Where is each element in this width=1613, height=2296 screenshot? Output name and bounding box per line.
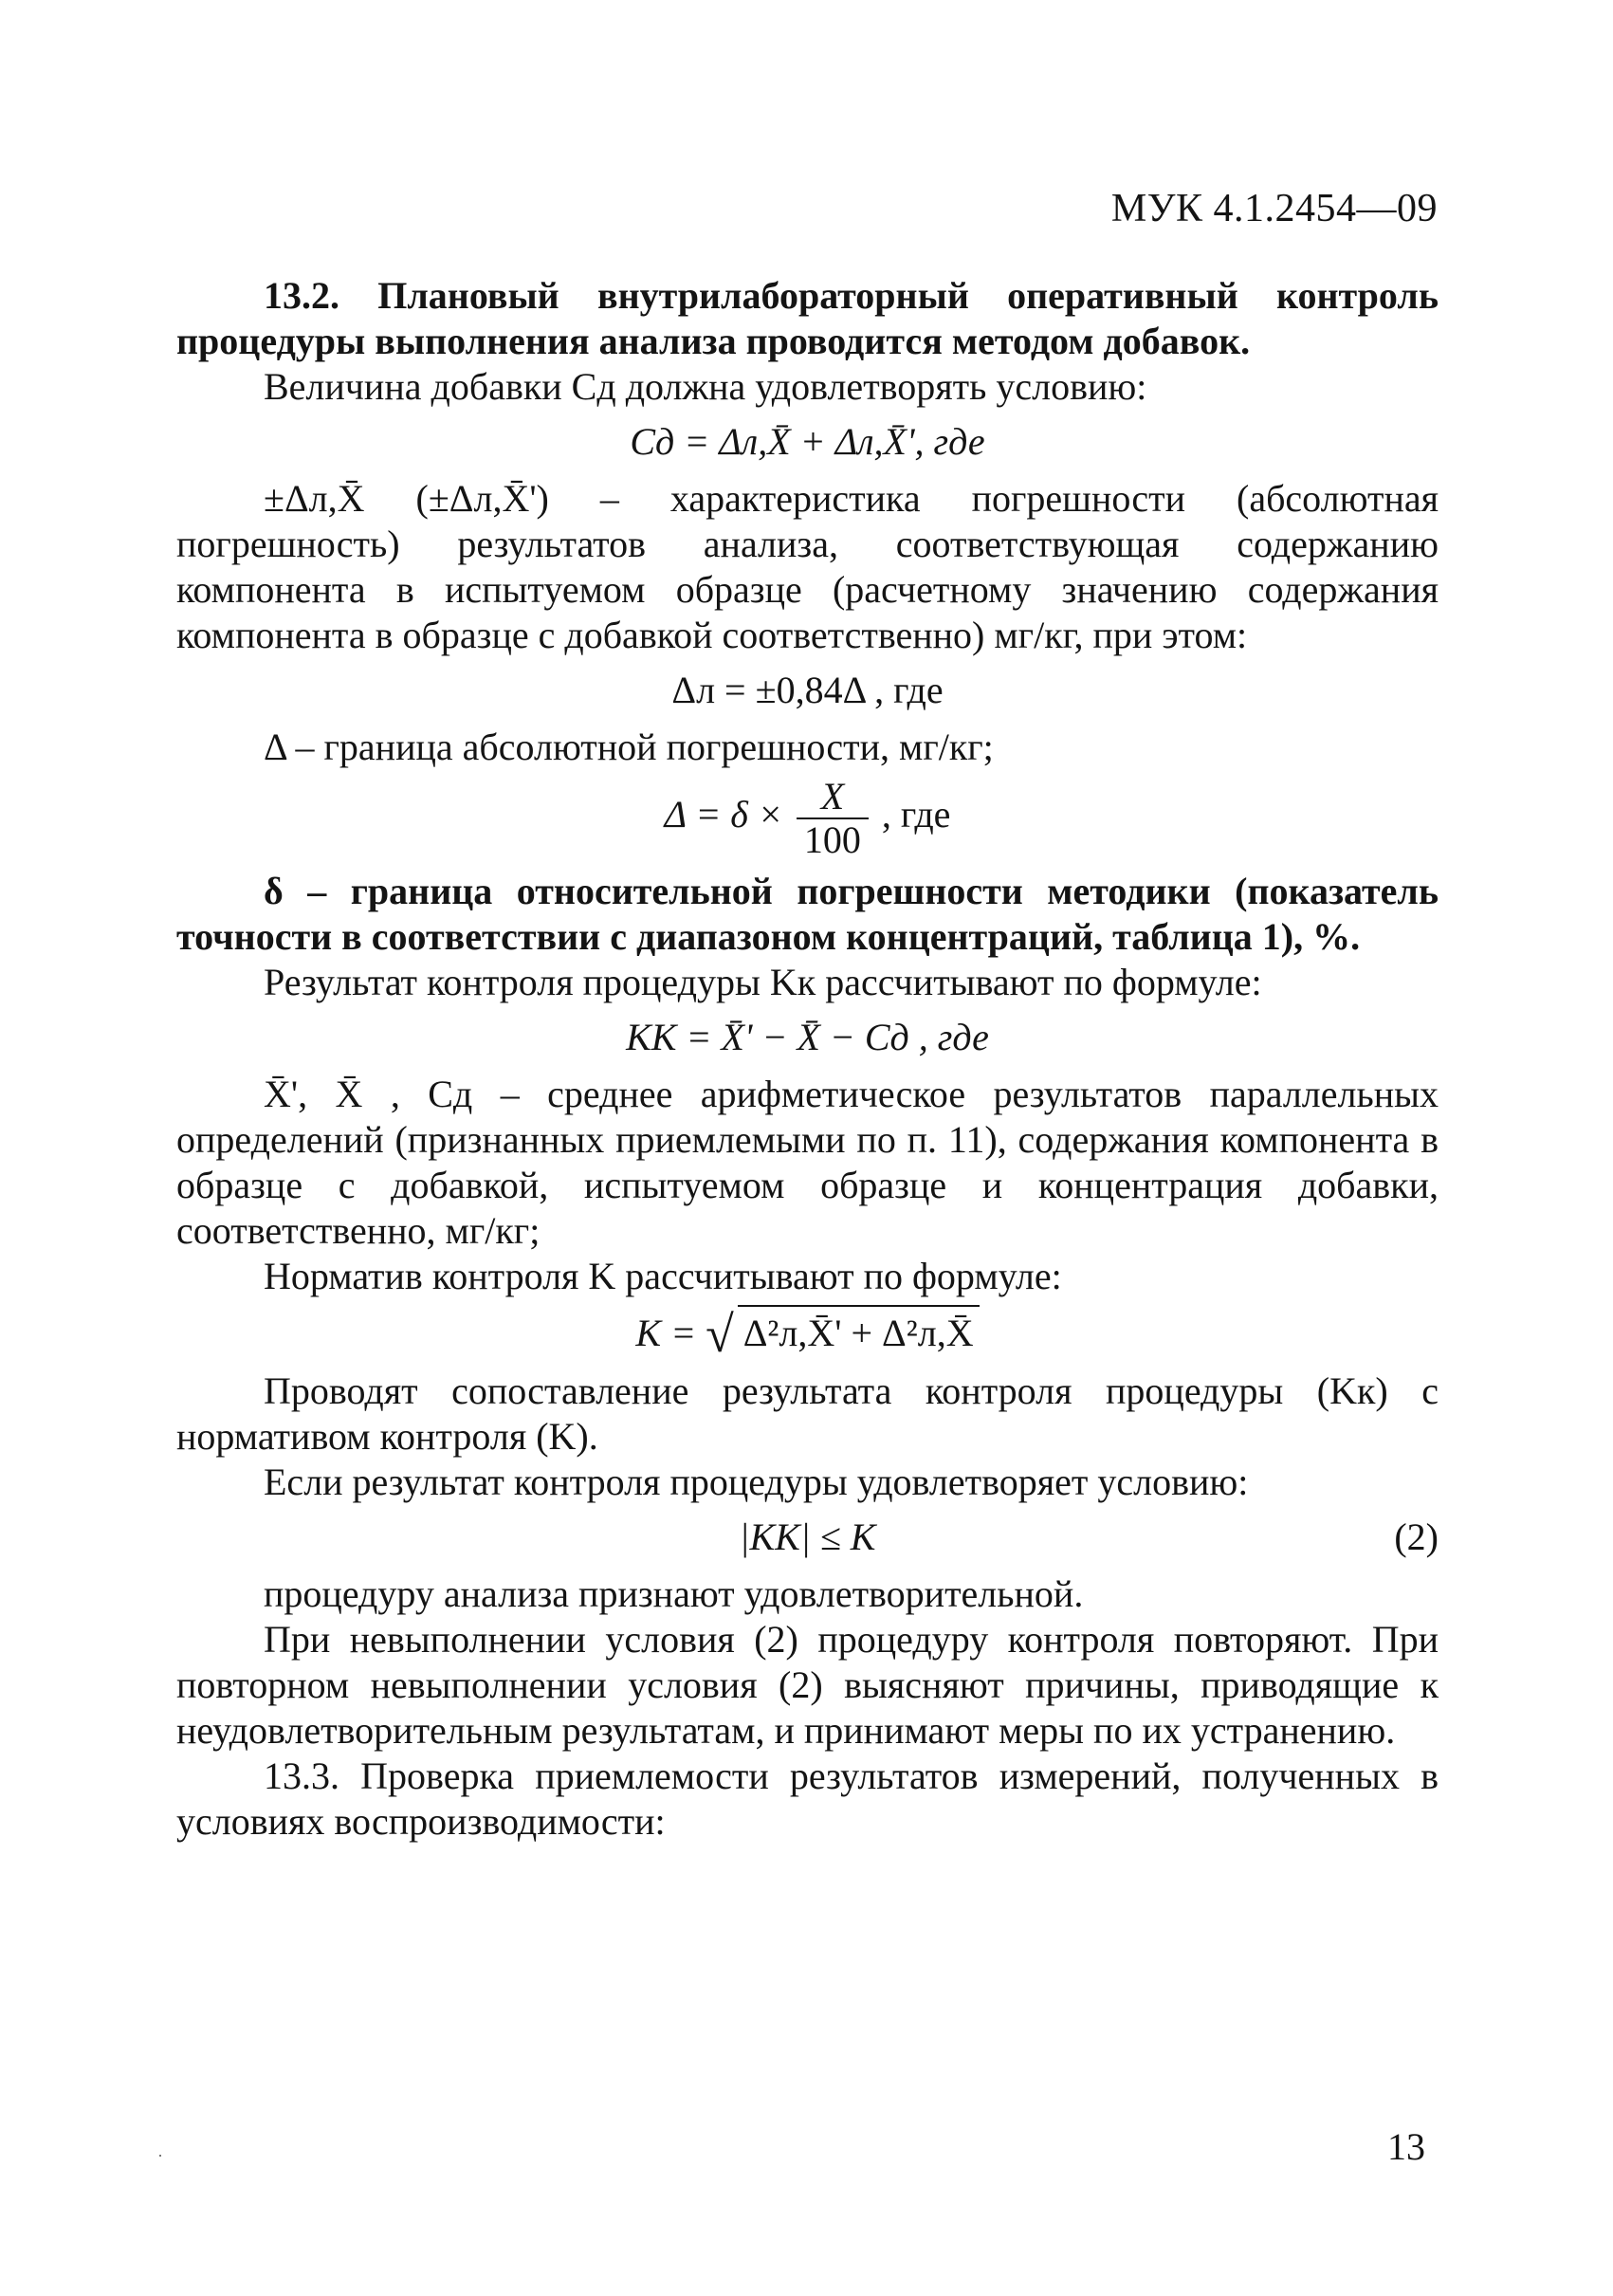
- paragraph-13-3: 13.3. Проверка приемлемости результатов измерений, полученных в условиях воспроизводимости:: [176, 1754, 1439, 1843]
- document-code: МУК 4.1.2454—09: [1110, 187, 1438, 230]
- formula-condition-text: |KK| ≤ K: [739, 1515, 876, 1558]
- formula-delta: [176, 776, 1439, 861]
- paragraph-additive-condition: Величина добавки Cд должна удовлетворять условию:: [264, 365, 1147, 408]
- paragraph-absolute-error: Δ – граница абсолютной погрешности, мг/кг;: [264, 726, 994, 768]
- formula-delta-l-text: Δл = ±0,84Δ , где: [671, 669, 944, 711]
- paragraph-relative-error: δ – граница относительной погрешности методики (показатель точности в соответствии с диапазоном концентраций, таблица 1), %.: [176, 870, 1439, 958]
- fraction-numerator: X: [797, 776, 869, 819]
- formula-condition-2: [176, 1511, 1439, 1564]
- paragraph-repeat: При невыполнении условия (2) процедуру контроля повторяют. При повторном невыполнении условия (2) выясняют причины, приводящие к неудовлетворительным результатам, и принимают меры по их устранению.: [176, 1618, 1439, 1752]
- formula-control-result: [176, 1011, 1439, 1064]
- formula-delta-right: , где: [881, 793, 951, 836]
- paragraph-satisfactory: процедуру анализа признают удовлетворительной.: [264, 1572, 1084, 1615]
- formula-control-result-text: KK = X̄' − X̄ − Cд , где: [626, 1016, 989, 1058]
- paragraph-error-characteristic: ±Δл,X̄ (±Δл,X̄') – характеристика погрешности (абсолютная погрешность) результатов анализа, соответствующая содержанию компонента в испытуемом образце (расчетному значению содержания компонента в образце с добавкой соответственно) мг/кг, при этом:: [176, 477, 1439, 656]
- formula-additive-text: Cд = Δл,X̄ + Δл,X̄', где: [630, 420, 985, 463]
- scan-speck: [159, 2155, 161, 2157]
- equation-number: (2): [1394, 1515, 1439, 1558]
- paragraph-13-2: 13.2. Плановый внутрилабораторный оперативный контроль процедуры выполнения анализа проводится методом добавок.: [176, 274, 1439, 362]
- paragraph-comparison: Проводят сопоставление результата контроля процедуры (Kк) с нормативом контроля (K).: [176, 1369, 1439, 1458]
- formula-norm: [176, 1305, 1439, 1361]
- formula-norm-left: K =: [635, 1312, 697, 1354]
- fraction-denominator: 100: [803, 818, 861, 861]
- formula-additive: [176, 415, 1439, 468]
- page-number: 13: [1387, 2125, 1425, 2168]
- formula-delta-left: Δ = δ ×: [664, 793, 783, 836]
- paragraph-norm: Норматив контроля K рассчитывают по формуле:: [264, 1255, 1062, 1297]
- sqrt-sign: √: [706, 1306, 734, 1363]
- paragraph-condition: Если результат контроля процедуры удовлетворяет условию:: [264, 1460, 1249, 1503]
- formula-norm-radicand: Δ²л,X̄' + Δ²л,X̄: [738, 1305, 980, 1360]
- paragraph-control-result: Результат контроля процедуры Kк рассчитывают по формуле:: [264, 961, 1262, 1003]
- paragraph-mean-definitions: X̄', X̄ , Cд – среднее арифметическое результатов параллельных определений (признанных приемлемыми по п. 11), содержания компонента в образце с добавкой, испытуемом образце и концентрация добавки, соответственно, мг/кг;: [176, 1073, 1439, 1252]
- formula-delta-l: [176, 664, 1439, 717]
- document-body: [176, 273, 1439, 1845]
- formula-delta-fraction: [797, 776, 869, 861]
